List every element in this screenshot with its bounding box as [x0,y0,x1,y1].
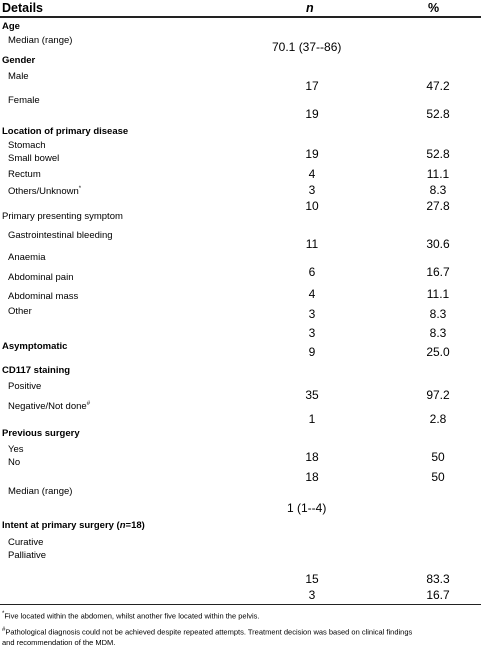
label-rectum: Rectum [8,169,41,180]
table-bottom-rule [0,604,481,605]
label-palliative: Palliative [8,550,47,561]
footnote-2: #Pathological diagnosis could not be achieved despite repeated attempts. Treatment decision was based on clinical findings [2,627,413,637]
header-percent: % [428,1,440,15]
section-symptom: Primary presenting symptom [2,211,123,222]
label-curative: Curative [8,537,44,548]
value-anaemia-pct: 16.7 [426,265,450,279]
section-intent: Intent at primary surgery (n=18) [2,520,145,531]
header-n: n [306,1,314,15]
label-negative: Negative/Not done# [8,401,91,413]
section-gender: Gender [2,55,36,66]
value-gi-n: 11 [305,237,319,251]
value-yes-n: 18 [305,450,319,464]
section-previous-surgery: Previous surgery [2,428,80,439]
label-yes: Yes [8,444,24,455]
label-abdominal-pain: Abdominal pain [8,272,74,283]
label-stomach: Stomach [8,140,46,151]
value-positive-pct: 97.2 [426,388,450,402]
value-negative-n: 1 [308,412,316,426]
label-small-bowel: Small bowel [8,153,60,164]
value-negative-pct: 2.8 [429,412,447,426]
label-positive: Positive [8,381,42,392]
value-male-n: 17 [305,79,319,93]
value-positive-n: 35 [305,388,319,402]
header-details: Details [2,1,43,15]
table-header [0,0,481,18]
label-male: Male [8,71,29,82]
value-no-n: 18 [305,470,319,484]
value-pain-pct: 11.1 [426,287,450,301]
value-curative-n: 15 [305,572,319,586]
value-other-n: 3 [308,326,316,340]
value-rectum-n: 3 [308,183,316,197]
label-anaemia: Anaemia [8,252,46,263]
value-stomach-n: 19 [305,147,319,161]
label-others-unknown: Others/Unknown* [8,186,82,198]
label-gi-bleeding: Gastrointestinal bleeding [8,230,113,241]
value-pain-n: 4 [308,287,316,301]
value-small-bowel-n: 4 [308,167,316,181]
value-female-pct: 52.8 [426,107,450,121]
footnote-1: *Five located within the abdomen, whilst another five located within the pelvis. [2,611,260,621]
value-yes-pct: 50 [431,450,445,464]
value-mass-pct: 8.3 [429,307,447,321]
value-asym-pct: 25.0 [426,345,450,359]
value-others-n: 10 [305,199,319,213]
value-surgery-median: 1 (1--4) [287,501,327,515]
section-asymptomatic: Asymptomatic [2,341,68,352]
value-male-pct: 47.2 [426,79,450,93]
label-abdominal-mass: Abdominal mass [8,291,79,302]
value-palliative-n: 3 [308,588,316,602]
section-location: Location of primary disease [2,126,129,137]
value-stomach-pct: 52.8 [426,147,450,161]
label-median-range-surgery: Median (range) [8,486,73,497]
value-palliative-pct: 16.7 [426,588,450,602]
value-asym-n: 9 [308,345,316,359]
section-cd117: CD117 staining [2,365,71,376]
section-age: Age [2,21,20,32]
value-anaemia-n: 6 [308,265,316,279]
value-mass-n: 3 [308,307,316,321]
label-female: Female [8,95,40,106]
value-others-pct: 27.8 [426,199,450,213]
value-no-pct: 50 [431,470,445,484]
value-gi-pct: 30.6 [426,237,450,251]
value-age-median: 70.1 (37--86) [272,40,342,54]
value-small-bowel-pct: 11.1 [426,167,450,181]
label-other: Other [8,306,32,317]
value-other-pct: 8.3 [429,326,447,340]
footnote-3: and recommendation of the MDM. [2,638,116,647]
label-median-range: Median (range) [8,35,73,46]
value-curative-pct: 83.3 [426,572,450,586]
value-female-n: 19 [305,107,319,121]
value-rectum-pct: 8.3 [429,183,447,197]
label-no: No [8,457,21,468]
